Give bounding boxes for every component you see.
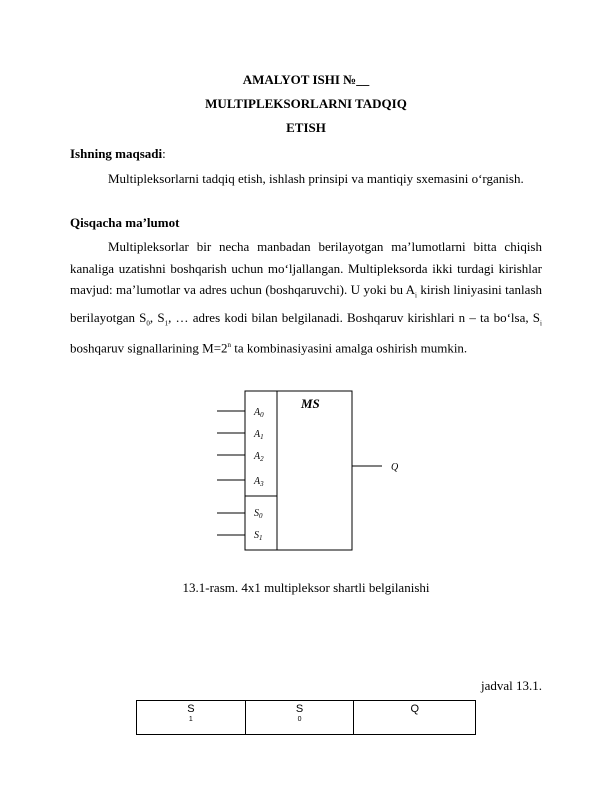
output-q-label: Q xyxy=(391,462,399,473)
brief-text-4: , … adres kodi bilan belgilanadi. Boshqaruv kirishlari n – ta bo‘lsa, S xyxy=(168,310,541,326)
purpose-paragraph: Multipleksorlarni tadqiq etish, ishlash prinsipi va mantiqiy sxemasini o‘rganish. xyxy=(108,171,524,186)
select-s0-label: $S_0$ xyxy=(254,508,263,520)
brief-text-3: , S xyxy=(149,310,165,326)
purpose-heading: Ishning maqsadi xyxy=(70,146,163,161)
brief-sub-1: 1 xyxy=(164,319,169,328)
input-a1-label: $A_1$ xyxy=(254,429,264,441)
document-title: AMALYOT ISHI №__ xyxy=(242,72,370,87)
brief-text-2: kirish liniyasini tanlash berilayotgan S xyxy=(70,282,542,326)
brief-text-1: Multipleksorlar bir necha manbadan berilayotgan ma’lumotlarni bitta chiqish kanaliga uzatishni boshqarish uchun mo‘ljallangan. Multipleksorda ikki turdagi kirishlar mavjud: ma’lumotlar va adres uchun (boshqaruvchi). U yoki bu A xyxy=(70,239,542,297)
brief-text-5: boshqaruv signallarining M=2 xyxy=(70,340,228,356)
mux-block-label: MS xyxy=(301,396,320,411)
input-a3-label: $A_3$ xyxy=(254,476,264,488)
figure-caption: 13.1-rasm. 4x1 multipleksor shartli belgilanishi xyxy=(182,580,430,595)
brief-sup-n: n xyxy=(227,341,232,350)
table-header-s0: S 0 xyxy=(245,701,354,735)
document-subtitle-continued: ETISH xyxy=(286,120,326,135)
document-subtitle: MULTIPLEKSORLARNI TADQIQ xyxy=(205,96,407,111)
brief-heading: Qisqacha ma’lumot xyxy=(70,215,180,230)
table-header-q: Q xyxy=(354,701,476,735)
purpose-colon: : xyxy=(162,146,166,161)
truth-table xyxy=(136,700,476,735)
table-reference: jadval 13.1. xyxy=(480,678,542,693)
brief-sub-i2: i xyxy=(540,319,542,328)
brief-sub-i: i xyxy=(415,291,417,300)
select-s1-label: $S_1$ xyxy=(254,530,263,542)
input-a2-label: $A_2$ xyxy=(254,451,264,463)
brief-sub-0: 0 xyxy=(146,319,150,328)
table-header-row xyxy=(137,701,476,735)
brief-text-6: ta kombinasiyasini amalga oshirish mumkin. xyxy=(231,340,468,356)
input-a0-label: $A_0$ xyxy=(254,407,264,419)
table-header-s1: S 1 xyxy=(137,701,246,735)
